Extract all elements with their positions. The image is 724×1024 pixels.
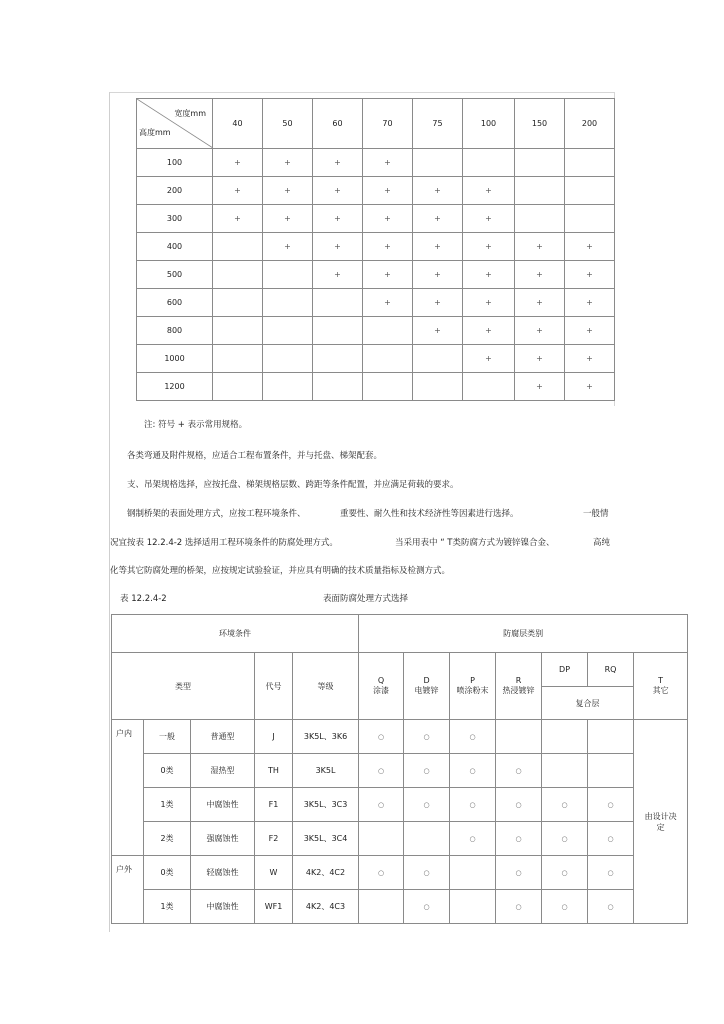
class-cell: 0类 <box>144 856 191 890</box>
spec-cell <box>263 317 313 345</box>
spec-cell <box>213 233 263 261</box>
spec-cell: + <box>313 233 363 261</box>
spec-cell <box>213 261 263 289</box>
spec-cell <box>213 289 263 317</box>
mark-cell: ○ <box>588 822 634 856</box>
spec-cell: + <box>515 233 565 261</box>
paragraph-2: 支、吊架规格选择，应按托盘、梯架规格层数、跨距等条件配置，并应满足荷载的要求。 <box>127 480 459 490</box>
class-cell: 1类 <box>144 788 191 822</box>
mark-cell: ○ <box>450 788 496 822</box>
mark-cell: ○ <box>404 856 450 890</box>
spec-cell: + <box>263 149 313 177</box>
table-caption-title: 表面防腐处理方式选择 <box>323 594 409 604</box>
mark-cell <box>588 754 634 788</box>
layer-code: T <box>658 676 664 685</box>
spec-cell <box>263 289 313 317</box>
code-header: 代号 <box>255 653 293 720</box>
code-cell: TH <box>255 754 293 788</box>
layer-header: 防腐层类别 <box>359 615 688 653</box>
env-header: 环境条件 <box>112 615 359 653</box>
spec-cell: + <box>363 177 413 205</box>
spec-cell: + <box>413 205 463 233</box>
spec-header-row <box>137 99 615 149</box>
height-value: 100 <box>137 149 213 177</box>
mark-cell <box>450 856 496 890</box>
spec-cell <box>313 289 363 317</box>
grade-cell: 4K2、4C2 <box>293 856 359 890</box>
class-cell: 2类 <box>144 822 191 856</box>
layer-name: 涂漆 <box>373 686 390 695</box>
spec-cell: + <box>263 177 313 205</box>
height-value: 600 <box>137 289 213 317</box>
spec-cell: + <box>565 345 615 373</box>
spec-cell: + <box>363 149 413 177</box>
type-cell: 中腐蚀性 <box>191 890 255 924</box>
spec-cell: + <box>363 261 413 289</box>
spec-cell <box>565 205 615 233</box>
paragraph-3-line-2a: 况宜按表 12.2.4-2 选择适用工程环境条件的防腐处理方式。 <box>110 538 338 548</box>
outdoor-label: 户外 <box>112 856 144 924</box>
layer-rq-header: RQ <box>588 653 634 687</box>
paragraph-3-line-2c: 高纯 <box>593 538 611 548</box>
spec-cell <box>515 149 565 177</box>
height-value: 1200 <box>137 373 213 401</box>
t-note-cell: 由设计决定 <box>634 720 688 924</box>
spec-cell: + <box>213 149 263 177</box>
class-cell: 一般 <box>144 720 191 754</box>
mark-cell: ○ <box>542 822 588 856</box>
mark-cell: ○ <box>542 856 588 890</box>
paragraph-3-line-1a: 钢制桥架的表面处理方式，应按工程环境条件、 <box>127 509 306 519</box>
layer-code: D <box>423 676 430 685</box>
grade-cell: 3K5L、3C4 <box>293 822 359 856</box>
layer-r-header <box>496 653 542 720</box>
width-header: 200 <box>565 99 615 149</box>
table-caption-number: 表 12.2.4-2 <box>120 594 167 604</box>
corr-header-row-1 <box>112 615 688 653</box>
code-cell: W <box>255 856 293 890</box>
grade-cell: 3K5L、3C3 <box>293 788 359 822</box>
spec-cell: + <box>413 261 463 289</box>
mark-cell <box>359 890 404 924</box>
code-cell: F2 <box>255 822 293 856</box>
type-header: 类型 <box>112 653 255 720</box>
mark-cell: ○ <box>542 890 588 924</box>
spec-cell <box>413 345 463 373</box>
spec-cell: + <box>313 177 363 205</box>
width-header: 75 <box>413 99 463 149</box>
spec-row <box>137 205 615 233</box>
width-header: 150 <box>515 99 565 149</box>
layer-t-header <box>634 653 688 720</box>
spec-cell: + <box>463 289 515 317</box>
spec-cell: + <box>463 261 515 289</box>
paragraph-1: 各类弯通及附件规格，应适合工程布置条件，并与托盘、梯架配套。 <box>127 451 383 461</box>
spec-cell: + <box>565 289 615 317</box>
indoor-label: 户内 <box>112 720 144 856</box>
layer-code: Q <box>377 676 385 685</box>
spec-cell: + <box>363 289 413 317</box>
spec-cell: + <box>363 233 413 261</box>
mark-cell <box>542 754 588 788</box>
width-header: 60 <box>313 99 363 149</box>
corr-row <box>112 788 688 822</box>
mark-cell <box>542 720 588 754</box>
layer-name: 电镀锌 <box>414 686 439 695</box>
spec-cell: + <box>463 233 515 261</box>
mark-cell: ○ <box>496 788 542 822</box>
mark-cell: ○ <box>496 890 542 924</box>
spec-cell <box>463 149 515 177</box>
spec-cell <box>363 345 413 373</box>
spec-cell: + <box>515 289 565 317</box>
mark-cell: ○ <box>359 856 404 890</box>
spec-cell: + <box>413 317 463 345</box>
height-label: 高度mm <box>139 128 171 137</box>
page-frame-top <box>109 92 615 93</box>
spec-cell: + <box>515 373 565 401</box>
spec-cell <box>313 345 363 373</box>
mark-cell <box>588 720 634 754</box>
spec-cell: + <box>463 177 515 205</box>
spec-row <box>137 177 615 205</box>
code-cell: WF1 <box>255 890 293 924</box>
spec-cell: + <box>463 317 515 345</box>
paragraph-3-line-2b: 当采用表中 “ T类防腐方式为镀锌镍合金、 <box>395 538 555 548</box>
spec-row <box>137 345 615 373</box>
spec-cell: + <box>515 317 565 345</box>
spec-cell: + <box>565 317 615 345</box>
spec-row <box>137 289 615 317</box>
spec-cell: + <box>565 261 615 289</box>
composite-header: 复合层 <box>542 687 634 720</box>
layer-dp-header: DP <box>542 653 588 687</box>
note-text: 注: 符号 + 表示常用规格。 <box>144 420 248 430</box>
mark-cell: ○ <box>588 890 634 924</box>
grade-cell: 3K5L、3K6 <box>293 720 359 754</box>
corr-row <box>112 856 688 890</box>
mark-cell: ○ <box>542 788 588 822</box>
corrosion-table <box>111 614 688 924</box>
width-header: 100 <box>463 99 515 149</box>
spec-cell <box>263 345 313 373</box>
corr-header-row-2 <box>112 653 688 687</box>
layer-code: P <box>470 676 475 685</box>
type-cell: 湿热型 <box>191 754 255 788</box>
height-value: 500 <box>137 261 213 289</box>
spec-cell <box>213 317 263 345</box>
grade-header: 等级 <box>293 653 359 720</box>
spec-table <box>136 98 615 401</box>
mark-cell: ○ <box>496 754 542 788</box>
spec-cell <box>565 149 615 177</box>
code-cell: F1 <box>255 788 293 822</box>
spec-cell: + <box>263 233 313 261</box>
spec-cell <box>263 373 313 401</box>
spec-cell <box>313 317 363 345</box>
corr-row <box>112 720 688 754</box>
spec-cell: + <box>363 205 413 233</box>
class-cell: 0类 <box>144 754 191 788</box>
page-frame-left <box>109 92 110 932</box>
spec-cell: + <box>515 261 565 289</box>
layer-name: 其它 <box>652 686 669 695</box>
layer-name: 喷涂粉末 <box>456 686 489 695</box>
layer-code: R <box>515 676 522 685</box>
mark-cell: ○ <box>450 822 496 856</box>
spec-cell: + <box>463 205 515 233</box>
height-value: 300 <box>137 205 213 233</box>
spec-cell: + <box>413 289 463 317</box>
mark-cell: ○ <box>359 788 404 822</box>
width-header: 70 <box>363 99 413 149</box>
mark-cell: ○ <box>496 856 542 890</box>
spec-cell: + <box>515 345 565 373</box>
layer-name: 热浸镀锌 <box>502 686 535 695</box>
mark-cell: ○ <box>588 788 634 822</box>
height-value: 1000 <box>137 345 213 373</box>
mark-cell: ○ <box>404 890 450 924</box>
spec-cell: + <box>463 345 515 373</box>
spec-cell <box>363 373 413 401</box>
mark-cell: ○ <box>404 720 450 754</box>
type-cell: 中腐蚀性 <box>191 788 255 822</box>
mark-cell: ○ <box>450 720 496 754</box>
spec-cell: + <box>313 205 363 233</box>
mark-cell <box>450 890 496 924</box>
type-cell: 强腐蚀性 <box>191 822 255 856</box>
height-value: 400 <box>137 233 213 261</box>
width-label: 宽度mm <box>174 109 206 118</box>
spec-row <box>137 317 615 345</box>
spec-cell <box>213 373 263 401</box>
height-value: 800 <box>137 317 213 345</box>
spec-cell: + <box>565 233 615 261</box>
spec-cell <box>363 317 413 345</box>
width-header: 50 <box>263 99 313 149</box>
spec-cell <box>263 261 313 289</box>
spec-row <box>137 233 615 261</box>
spec-cell: + <box>263 205 313 233</box>
spec-corner-cell <box>137 99 213 149</box>
spec-cell <box>565 177 615 205</box>
grade-cell: 3K5L <box>293 754 359 788</box>
mark-cell: ○ <box>450 754 496 788</box>
corr-row <box>112 754 688 788</box>
spec-cell <box>515 177 565 205</box>
spec-cell: + <box>413 177 463 205</box>
spec-cell <box>413 149 463 177</box>
spec-row <box>137 261 615 289</box>
spec-cell <box>463 373 515 401</box>
mark-cell: ○ <box>359 754 404 788</box>
mark-cell <box>404 822 450 856</box>
layer-d-header <box>404 653 450 720</box>
spec-cell <box>313 373 363 401</box>
spec-cell <box>213 345 263 373</box>
mark-cell: ○ <box>359 720 404 754</box>
type-cell: 轻腐蚀性 <box>191 856 255 890</box>
corr-row <box>112 890 688 924</box>
spec-cell: + <box>213 205 263 233</box>
spec-cell <box>413 373 463 401</box>
spec-row <box>137 149 615 177</box>
paragraph-3-line-3: 化等其它防腐处理的桥架，应按规定试验验证，并应具有明确的技术质量指标及检测方式。 <box>110 566 451 576</box>
mark-cell: ○ <box>496 822 542 856</box>
spec-cell: + <box>313 149 363 177</box>
mark-cell <box>496 720 542 754</box>
spec-cell: + <box>565 373 615 401</box>
mark-cell: ○ <box>404 788 450 822</box>
paragraph-3-line-1b: 重要性、耐久性和技术经济性等因素进行选择。 <box>340 509 519 519</box>
grade-cell: 4K2、4C3 <box>293 890 359 924</box>
height-value: 200 <box>137 177 213 205</box>
type-cell: 普通型 <box>191 720 255 754</box>
spec-cell: + <box>413 233 463 261</box>
diagonal-line <box>137 99 213 148</box>
spec-cell: + <box>213 177 263 205</box>
code-cell: J <box>255 720 293 754</box>
mark-cell <box>359 822 404 856</box>
spec-cell <box>515 205 565 233</box>
corr-row <box>112 822 688 856</box>
class-cell: 1类 <box>144 890 191 924</box>
spec-cell: + <box>313 261 363 289</box>
layer-q-header <box>359 653 404 720</box>
mark-cell: ○ <box>404 754 450 788</box>
paragraph-3-line-1c: 一般情 <box>583 509 609 519</box>
layer-p-header <box>450 653 496 720</box>
spec-row <box>137 373 615 401</box>
width-header: 40 <box>213 99 263 149</box>
mark-cell: ○ <box>588 856 634 890</box>
